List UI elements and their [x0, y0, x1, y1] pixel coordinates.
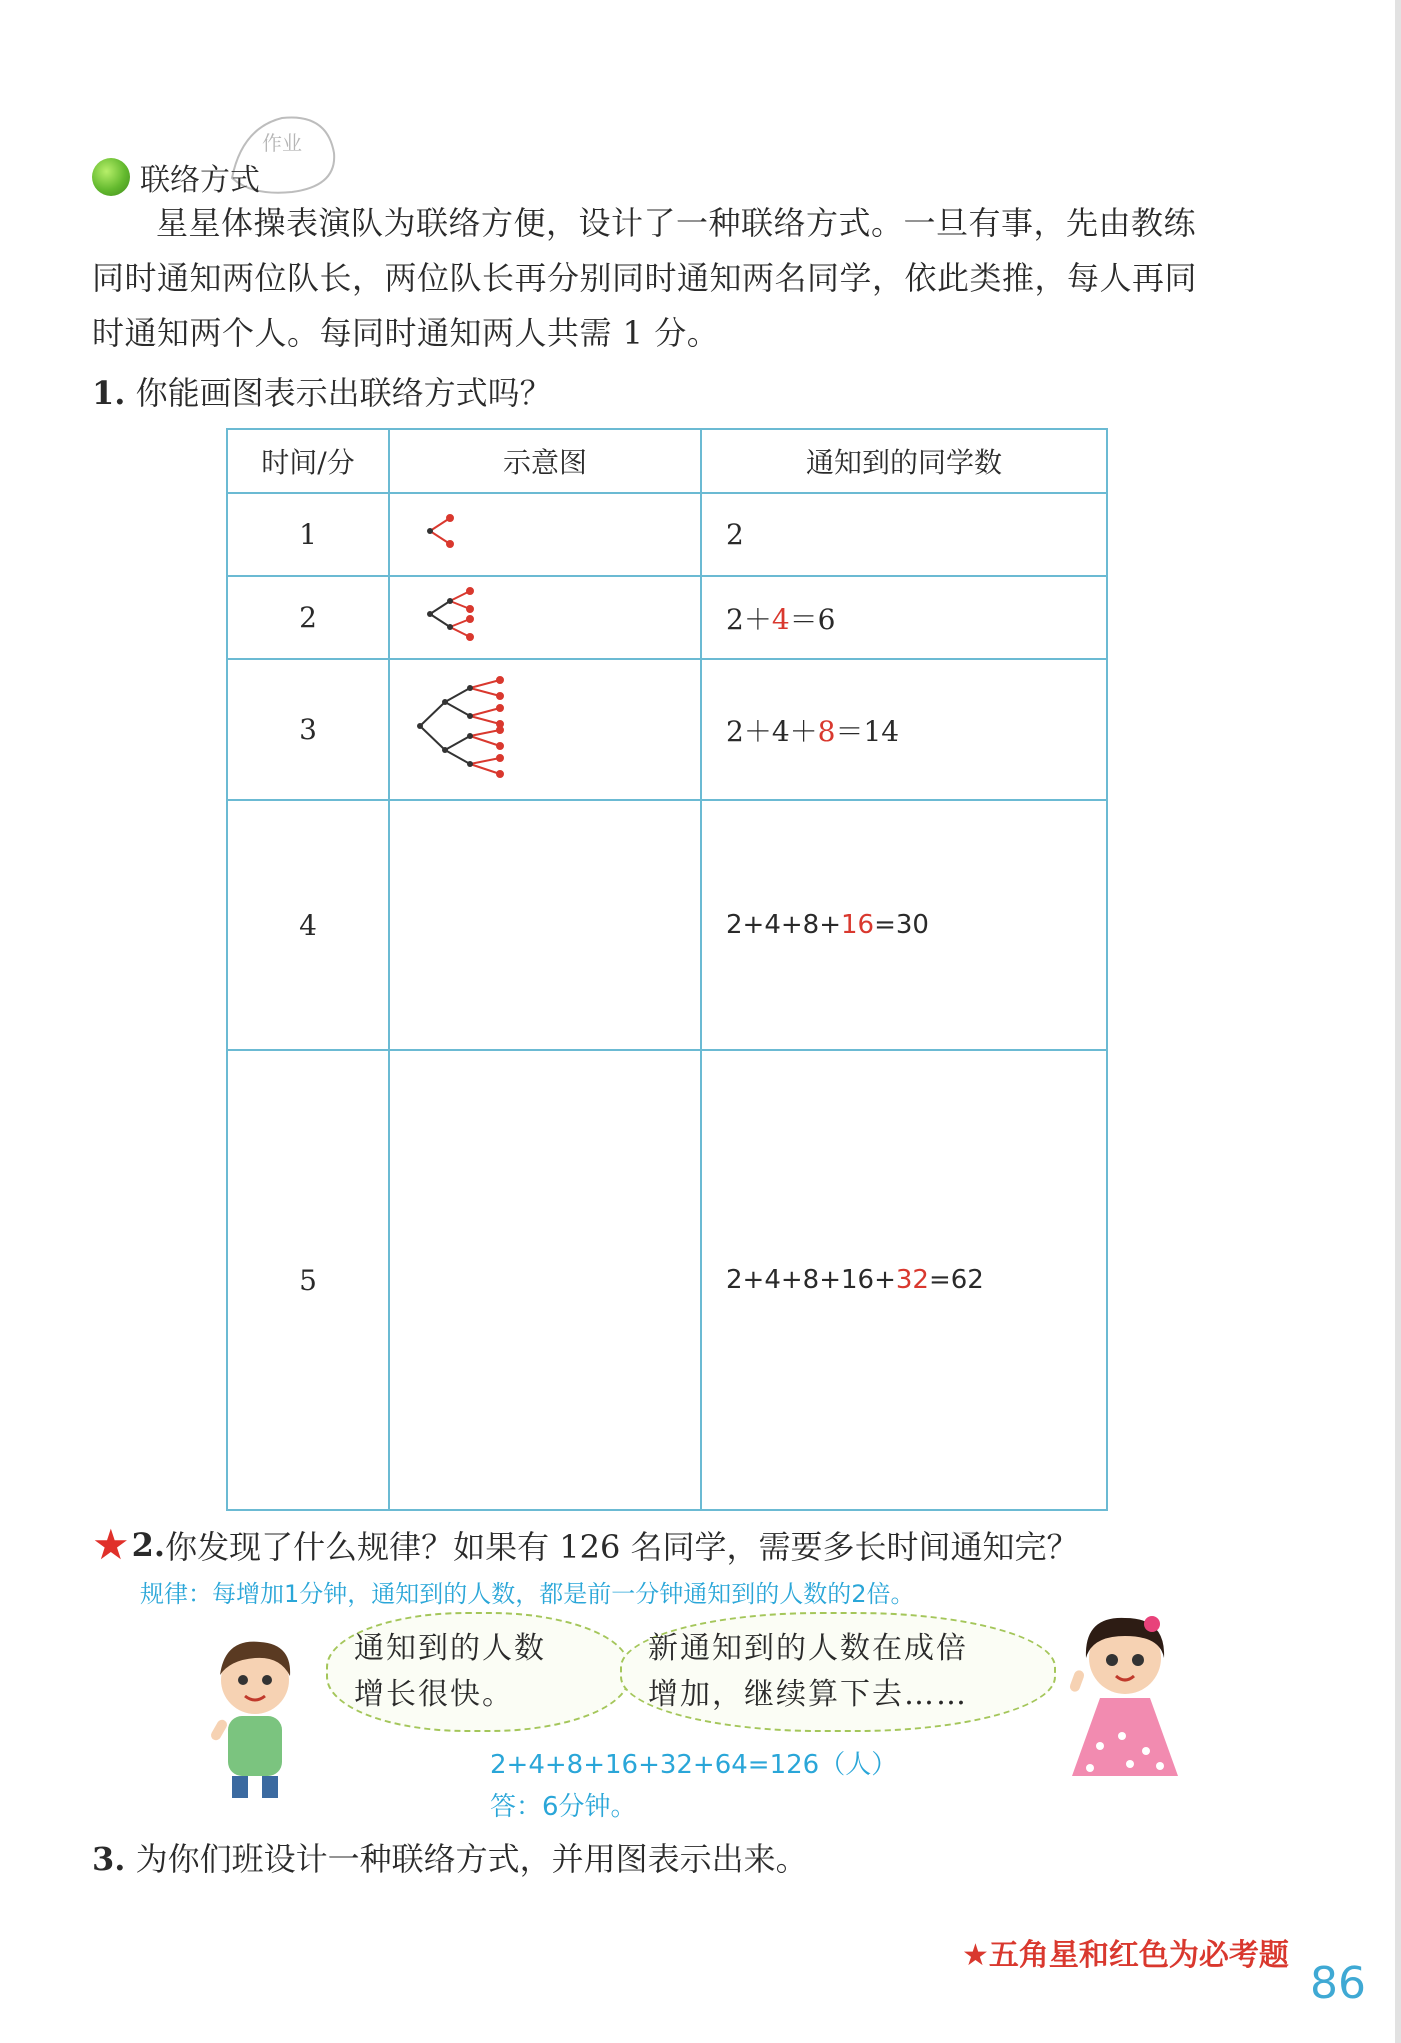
count-prefix: 2 [726, 518, 744, 551]
diagram-cell-empty [389, 800, 701, 1050]
diagram-cell-empty [389, 1050, 701, 1510]
diagram-cell [389, 659, 701, 800]
page-number: 86 [1310, 1958, 1366, 2009]
count-suffix: ＝6 [789, 602, 836, 636]
count-prefix: 2＋ [726, 602, 772, 636]
intro-line-1: 星星体操表演队为联络方便，设计了一种联络方式。一旦有事，先由教练 [156, 204, 1197, 242]
question-3-text: 为你们班设计一种联络方式，并用图表示出来。 [135, 1840, 808, 1878]
count-cell [701, 576, 1107, 659]
question-1-number: 1. [92, 374, 126, 412]
tree-diagram-2 [390, 577, 700, 651]
table-row [227, 1050, 1107, 1510]
table-row [227, 576, 1107, 659]
count-prefix: 2＋4＋ [726, 714, 818, 748]
count-cell [701, 493, 1107, 576]
time-cell: 1 [227, 493, 389, 576]
boy-bubble-line-2: 增长很快。 [354, 1677, 514, 1712]
star-icon: ★ [962, 1938, 989, 1973]
green-bullet-icon [92, 158, 130, 196]
diagram-cell [389, 493, 701, 576]
count-red: 32 [895, 1265, 929, 1295]
question-2-text: 你发现了什么规律？如果有 126 名同学，需要多长时间通知完？ [165, 1527, 1079, 1566]
tree-diagram-3 [390, 660, 700, 792]
diagram-cell [389, 576, 701, 659]
contact-table [226, 428, 1108, 1511]
time-cell: 5 [227, 1050, 389, 1510]
question-2-number: 2. [131, 1525, 166, 1564]
boy-speech-bubble [326, 1612, 630, 1732]
count-prefix: 2+4+8+ [726, 910, 841, 940]
count-red: 8 [817, 714, 836, 748]
tree-diagram-1 [390, 494, 700, 568]
header-time: 时间/分 [227, 429, 389, 493]
footer-note-text: 五角星和红色为必考题 [988, 1938, 1289, 1973]
count-red: 4 [771, 602, 790, 636]
girl-bubble-line-2: 增加，继续算下去…… [648, 1677, 968, 1712]
question-3 [92, 1834, 808, 1880]
star-icon: ★ [92, 1520, 130, 1569]
header-count: 通知到的同学数 [701, 429, 1107, 493]
boy-bubble-line-1: 通知到的人数 [354, 1631, 546, 1666]
table-header-row [227, 429, 1107, 493]
question-1 [92, 368, 552, 414]
time-cell: 4 [227, 800, 389, 1050]
boy-illustration-icon [200, 1630, 310, 1800]
time-cell: 2 [227, 576, 389, 659]
question-3-number: 3. [92, 1840, 126, 1878]
header-diagram: 示意图 [389, 429, 701, 493]
count-cell [701, 659, 1107, 800]
table-row [227, 800, 1107, 1050]
question-2 [92, 1520, 1079, 1569]
count-suffix: =62 [928, 1265, 984, 1295]
intro-line-2: 同时通知两位队长，两位队长再分别同时通知两名同学，依此类推，每人再同 [92, 259, 1198, 297]
count-prefix: 2+4+8+16+ [726, 1265, 896, 1295]
count-suffix: =30 [874, 910, 929, 940]
answer-calc: 2+4+8+16+32+64=126（人） [490, 1750, 898, 1780]
time-cell: 3 [227, 659, 389, 800]
answer-final: 答：6分钟。 [490, 1792, 637, 1822]
count-cell [701, 800, 1107, 1050]
table-row [227, 493, 1107, 576]
question-1-text: 你能画图表示出联络方式吗？ [135, 374, 552, 412]
girl-illustration-icon [1060, 1606, 1190, 1796]
svg-text:作业: 作业 [262, 131, 302, 155]
section-heading [92, 155, 260, 199]
intro-line-3: 时通知两个人。每同时通知两人共需 1 分。 [92, 314, 720, 352]
count-suffix: ＝14 [835, 714, 900, 748]
girl-bubble-line-1: 新通知到的人数在成倍 [648, 1631, 968, 1666]
answer-rule: 规律：每增加1分钟，通知到的人数，都是前一分钟通知到的人数的2倍。 [140, 1580, 915, 1608]
count-cell [701, 1050, 1107, 1510]
count-red: 16 [840, 910, 875, 940]
table-row [227, 659, 1107, 800]
section-title: 联络方式 [140, 163, 260, 198]
footer-note [962, 1930, 1289, 1974]
girl-speech-bubble [620, 1612, 1056, 1732]
